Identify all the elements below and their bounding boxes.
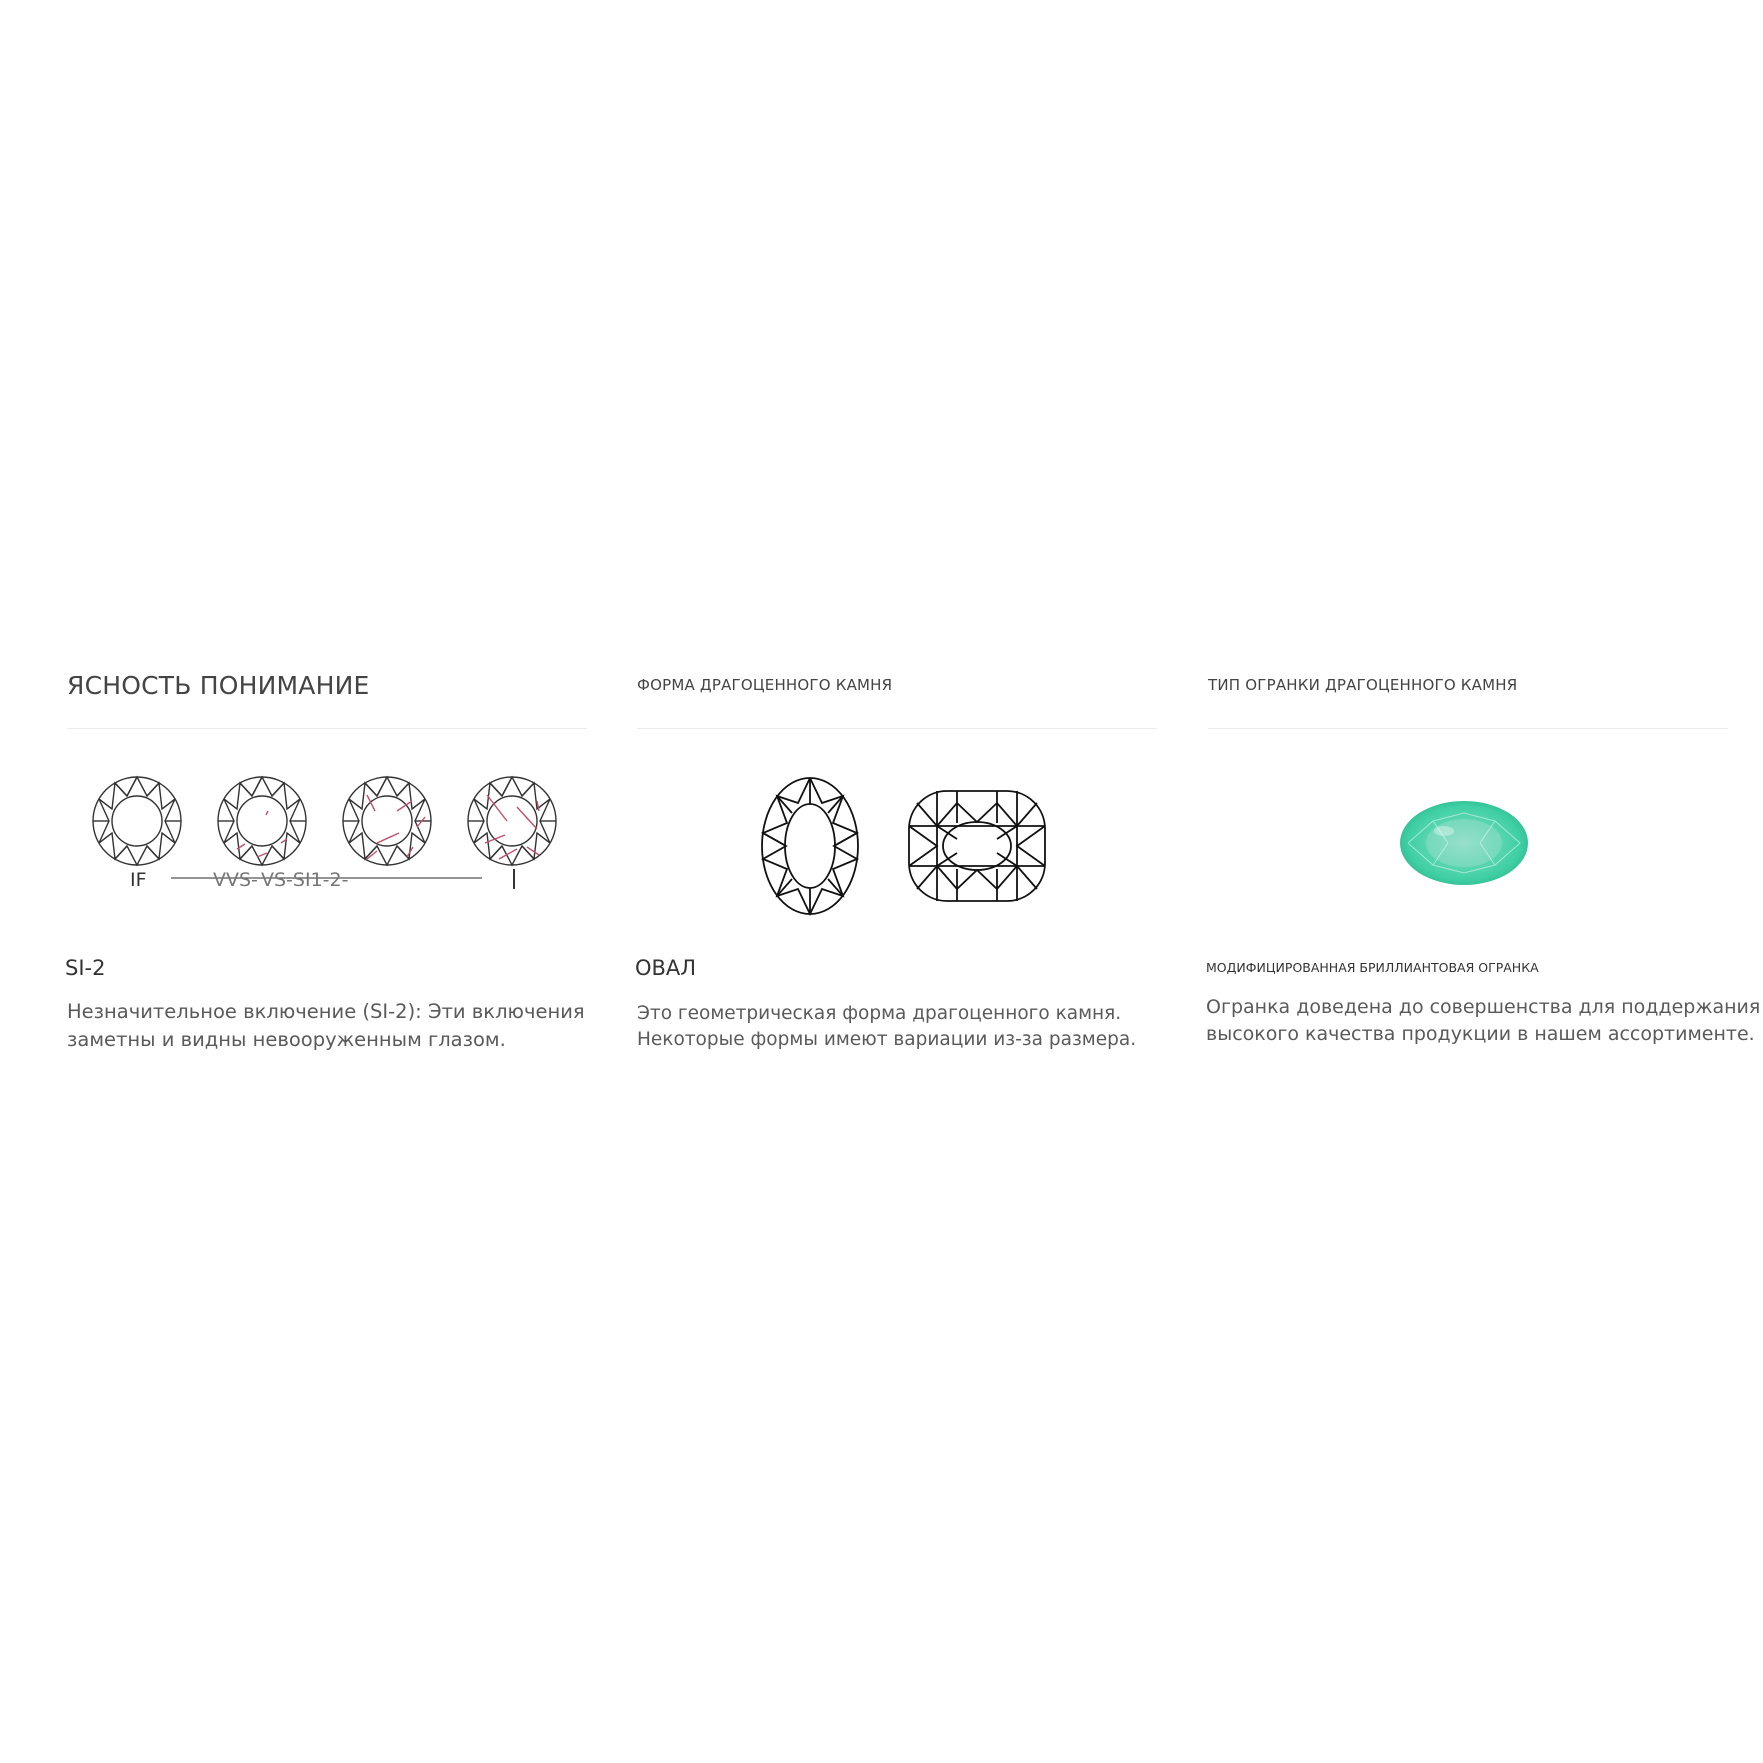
clarity-divider bbox=[67, 728, 587, 729]
cut-value: МОДИФИЦИРОВАННАЯ БРИЛЛИАНТОВАЯ ОГРАНКА bbox=[1206, 960, 1539, 975]
cut-description-line: высокого качества продукции в нашем ассортименте. bbox=[1206, 1023, 1755, 1045]
cut-heading: ТИП ОГРАНКИ ДРАГОЦЕННОГО КАМНЯ bbox=[1208, 676, 1518, 694]
cut-description-line: Огранка доведена до совершенства для поддержания bbox=[1206, 996, 1761, 1018]
clarity-diamond-vvs bbox=[218, 777, 306, 865]
shape-divider bbox=[637, 728, 1157, 729]
shape-value: ОВАЛ bbox=[635, 956, 697, 980]
clarity-value: SI-2 bbox=[65, 956, 106, 980]
emerald-gem-icon bbox=[1400, 801, 1528, 885]
cut-divider bbox=[1208, 728, 1728, 729]
clarity-scale-figure bbox=[67, 751, 587, 941]
gem-photo bbox=[1208, 751, 1728, 941]
clarity-description-line: заметны и видны невооруженным глазом. bbox=[67, 1028, 506, 1051]
clarity-description bbox=[67, 998, 585, 1054]
cushion-diamond-icon bbox=[909, 791, 1045, 901]
cut-description bbox=[1206, 994, 1760, 1048]
clarity-description-line: Незначительное включение (SI-2): Эти включения bbox=[67, 1000, 585, 1023]
shape-description-line: Это геометрическая форма драгоценного камня. bbox=[637, 1003, 1122, 1024]
shape-figure bbox=[637, 751, 1157, 941]
clarity-section bbox=[65, 660, 587, 1051]
clarity-label-if: IF bbox=[130, 869, 147, 891]
oval-diamond-icon bbox=[762, 778, 858, 914]
shape-description bbox=[637, 1001, 1136, 1053]
cut-figure bbox=[1208, 751, 1728, 941]
clarity-diamond-if bbox=[93, 777, 181, 865]
clarity-heading: ЯСНОСТЬ ПОНИМАНИЕ bbox=[67, 670, 370, 700]
clarity-scale-illustration bbox=[67, 751, 587, 941]
shape-section bbox=[635, 660, 1157, 1050]
clarity-diamond-vs-si bbox=[343, 777, 431, 865]
shape-illustration bbox=[637, 751, 1157, 941]
shape-description-line: Некоторые формы имеют вариации из-за размера. bbox=[637, 1029, 1137, 1050]
clarity-label-vvs: VVS- bbox=[213, 869, 258, 891]
clarity-label-vs-si: VS-SI1-2- bbox=[261, 869, 349, 891]
shape-heading: ФОРМА ДРАГОЦЕННОГО КАМНЯ bbox=[637, 676, 893, 694]
clarity-inclusions bbox=[237, 795, 539, 859]
cut-section bbox=[1206, 660, 1761, 1045]
